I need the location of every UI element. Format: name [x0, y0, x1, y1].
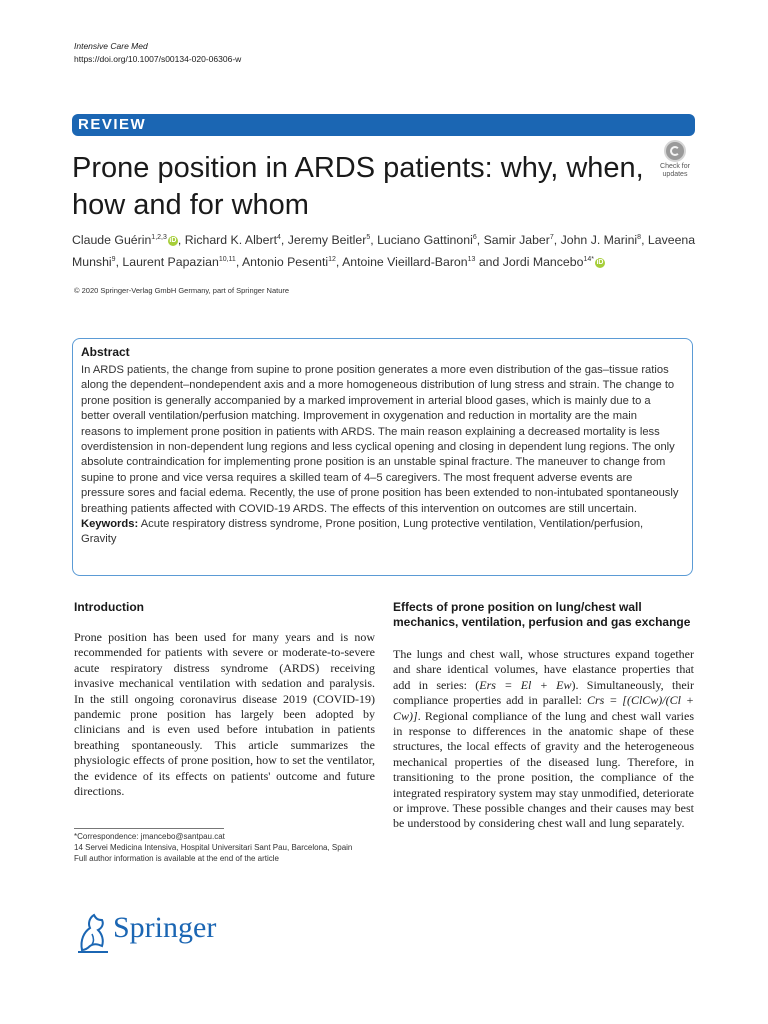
- journal-name: Intensive Care Med: [74, 41, 148, 51]
- author-name[interactable]: Laurent Papazian: [122, 255, 219, 270]
- author-affiliation-number: 7: [549, 234, 554, 241]
- author-affiliation-number: 10,11: [218, 256, 236, 264]
- author-info-note: Full author information is available at the end of the article: [74, 854, 280, 863]
- author-affiliation-number: 13: [467, 256, 476, 264]
- author-name[interactable]: Jeremy Beitler: [287, 233, 367, 248]
- introduction-heading: Introduction: [74, 600, 144, 614]
- author-name[interactable]: John J. Marini: [560, 233, 638, 248]
- author-separator: ,: [553, 233, 561, 248]
- affiliation-note: 14 Servei Medicina Intensiva, Hospital Universitari Sant Pau, Barcelona, Spain: [74, 843, 353, 852]
- article-type-label: REVIEW: [78, 116, 147, 133]
- orcid-icon[interactable]: iD: [169, 236, 177, 244]
- author-name[interactable]: Laveena Munshi: [72, 233, 696, 270]
- formula-elastance: Ers = El + Ew: [479, 677, 572, 692]
- introduction-text: Prone position has been used for many years and is now recommended for patients with severe or moderate-to-severe acute respiratory distress syndrome (ARDS) receiving invasive mechanical ventilation with sedation and paralysis. In the still ongoing coronavirus disease 2019 (COVID-19) pandemic prone position has largely been adopted by clinicians and is even used before intubation in patients breathing spontaneously. This article summarizes the physiologic effects of prone position, how to set the ventilator, the evidence of its effects on patients' outcome and future directions.: [74, 630, 375, 799]
- author-separator: ,: [115, 255, 123, 270]
- author-affiliation-number: 1,2,3: [151, 234, 167, 241]
- author-separator: ,: [641, 233, 648, 248]
- author-list: [72, 228, 697, 272]
- author-separator: ,: [476, 233, 484, 248]
- effects-heading: Effects of prone position on lung/chest wall mechanics, ventilation, perfusion and gas exchange: [393, 600, 691, 630]
- orcid-icon[interactable]: iD: [596, 258, 604, 266]
- effects-text-part: The lungs and chest wall, whose structures expand together and share identical volumes, have elastance properties that add in series: (: [393, 647, 694, 692]
- author-affiliation-number: 14*: [583, 256, 594, 264]
- check-for-updates-button[interactable]: [655, 140, 695, 182]
- author-affiliation-number: 6: [472, 234, 477, 241]
- article-type-bar: [72, 114, 695, 136]
- article-title: Prone position in ARDS patients: why, when, how and for whom: [72, 152, 644, 221]
- keywords-label: Keywords:: [81, 518, 139, 531]
- author-separator: ,: [177, 233, 185, 248]
- author-name[interactable]: Samir Jaber: [483, 233, 550, 248]
- author-name[interactable]: Antoine Vieillard-Baron: [342, 255, 468, 270]
- author-separator: ,: [280, 233, 288, 248]
- author-separator: ,: [235, 255, 242, 270]
- author-affiliation-number: 4: [277, 234, 281, 241]
- correspondence-note: *Correspondence: jmancebo@santpau.cat: [74, 832, 225, 841]
- author-name[interactable]: Antonio Pesenti: [241, 255, 329, 270]
- doi-link[interactable]: https://doi.org/10.1007/s00134-020-06306-w: [74, 54, 242, 64]
- author-separator: and: [475, 255, 503, 270]
- check-updates-icon: [664, 140, 686, 162]
- effects-text-part: ). Simultaneously, their compliance properties add in parallel:: [393, 677, 694, 708]
- author-name[interactable]: Luciano Gattinoni: [377, 233, 473, 248]
- author-affiliation-number: 12: [328, 256, 336, 264]
- publisher-logo-text: Springer: [113, 911, 217, 944]
- abstract-heading: Abstract: [81, 345, 130, 359]
- effects-text-part: . Regional compliance of the lung and chest wall varies in response to differences in the anatomic shape of these structures, the local effects of gravity and the heterogeneous mechanical properties of the diseased lung. Therefore, in transitioning to the prone position, the compliance of the integrated respiratory system may stay unmodified, deteriorate or improve. These possible changes and their causes may best be understood by considering chest wall and lung separately.: [393, 708, 694, 831]
- author-affiliation-number: 9: [111, 256, 116, 264]
- author-separator: ,: [370, 233, 378, 248]
- author-affiliation-number: 8: [637, 234, 642, 241]
- formula-compliance: Crs = [(ClCw)/(Cl + Cw)]: [393, 693, 695, 723]
- abstract-box: [72, 338, 693, 576]
- footnote-divider: [74, 828, 224, 829]
- author-name[interactable]: Richard K. Albert: [184, 233, 277, 248]
- abstract-text: In ARDS patients, the change from supine to prone position generates a more even distribution of the gas–tissue ratios along the dependent–nondependent axis and a more homogeneous distribution of lung stress and strain. The change to prone position is generally accompanied by a marked improvement in arterial blood gases, which is mainly due to a better overall ventilation/perfusion matching. Improvement in oxygenation and reduction in mortality are the main reasons to implement prone position in patients with ARDS. The main reason explaining a decreased mortality is less overdistension in non-dependent lung regions and less cyclical opening and closing in dependent lung regions. The only absolute contraindication for implementing prone position is an unstable spinal fracture. The maneuver to change from supine to prone and vice versa requires a skilled team of 4–5 caregivers. The most frequent adverse events are pressure sores and facial edema. Recently, the use of prone position has been extended to non-intubated spontaneously breathing patients affected with COVID-19 ARDS. The effects of this intervention on outcomes are still uncertain.: [81, 364, 679, 515]
- check-updates-label: Check for updates: [660, 163, 690, 178]
- springer-horse-icon: [74, 910, 114, 954]
- author-name[interactable]: Jordi Mancebo: [502, 255, 584, 270]
- author-affiliation-number: 5: [366, 234, 371, 241]
- keywords-line: [81, 517, 679, 548]
- abstract-body: [81, 363, 679, 548]
- copyright-notice: © 2020 Springer-Verlag GmbH Germany, part of Springer Nature: [74, 286, 290, 295]
- author-name[interactable]: Claude Guérin: [72, 233, 152, 248]
- keywords-list: Acute respiratory distress syndrome, Prone position, Lung protective ventilation, Ventilation/perfusion, Gravity: [81, 518, 644, 546]
- author-separator: ,: [335, 255, 343, 270]
- effects-text: [393, 647, 694, 832]
- footnotes: [74, 831, 374, 864]
